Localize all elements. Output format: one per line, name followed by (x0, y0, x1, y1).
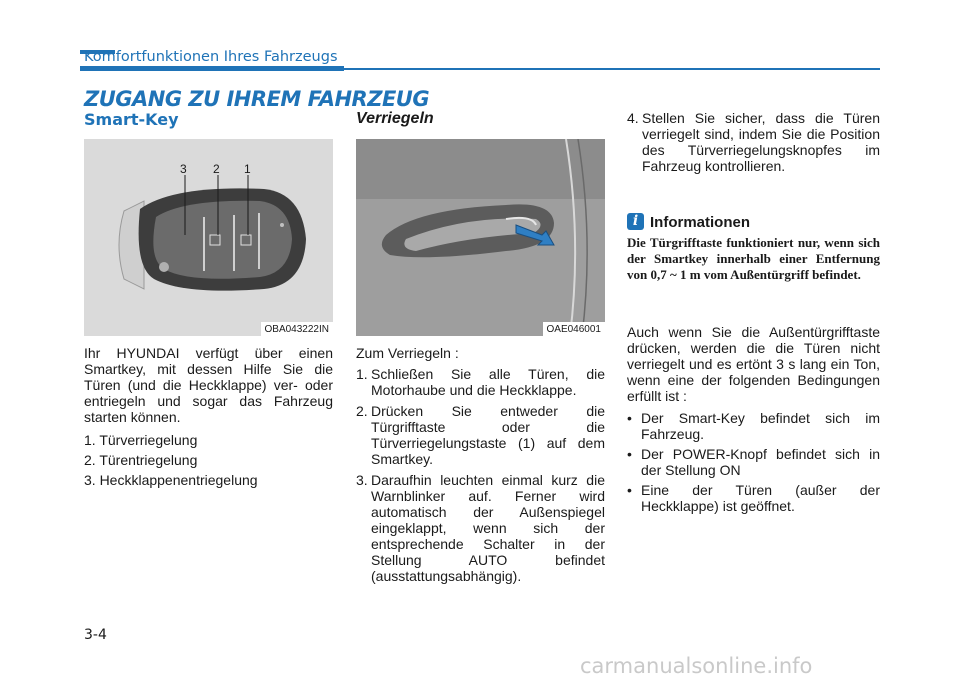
page-number: 3-4 (84, 627, 107, 643)
header-bar (80, 66, 344, 71)
bullet-dot: • (627, 482, 632, 498)
smartkey-heading: Smart-Key (84, 110, 179, 129)
smartkey-item: 3. Heckklappenentriegelung (84, 472, 258, 488)
smartkey-figure (84, 139, 333, 336)
step-item (627, 110, 880, 174)
info-icon: i (627, 213, 644, 230)
step-text: Drücken Sie entweder die Türgrifftaste oder die Türverriegelungstaste (1) auf dem Smartkey. (371, 403, 605, 467)
watermark: carmanualsonline.info (580, 654, 813, 678)
callout-3: 3 (180, 162, 187, 176)
smartkey-figure-caption: OBA043222IN (261, 322, 334, 336)
bullet-dot: • (627, 410, 632, 426)
step-4 (627, 110, 880, 179)
chapter-title: Komfortfunktionen Ihres Fahrzeugs (84, 49, 338, 65)
bullet-text: Der Smart-Key befindet sich im Fahrzeug. (641, 410, 880, 442)
bullet-item (627, 446, 880, 478)
callout-2: 2 (213, 162, 220, 176)
step-number: 2. (356, 403, 368, 419)
verriegeln-heading: Verriegeln (356, 110, 434, 127)
smartkey-paragraph: Ihr HYUNDAI verfügt über einen Smartkey, mit dessen Hilfe Sie die Türen (und die Heckklappe) ver- oder entriegeln und sogar das Fahrzeug starten können. (84, 345, 333, 425)
smartkey-item: 1. Türverriegelung (84, 432, 198, 448)
bullet-text: Eine der Türen (außer der Heckklappe) ist geöffnet. (641, 482, 880, 514)
info-bold-note: Die Türgrifftaste funktioniert nur, wenn sich der Smartkey innerhalb einer Entfernung von 0,7 ~ 1 m vom Außentürgriff befindet. (627, 235, 880, 282)
info-paragraph: Auch wenn Sie die Außentürgrifftaste drücken, werden die die Türen nicht verriegelt und es ertönt 3 s lang ein Ton, wenn eine der folgenden Bedingungen erfüllt ist : (627, 324, 880, 404)
bullet-item (627, 410, 880, 442)
step-item (356, 366, 605, 398)
smartkey-item-list (84, 432, 333, 488)
step-text: Stellen Sie sicher, dass die Türen verriegelt sind, indem Sie die Position des Türverriegelungsknopfes im Fahrzeug kontrollieren. (642, 110, 880, 174)
step-number: 4. (627, 110, 639, 126)
step-item (356, 472, 605, 584)
callout-1: 1 (244, 162, 251, 176)
verriegeln-intro: Zum Verriegeln : (356, 345, 459, 361)
step-number: 1. (356, 366, 368, 382)
smartkey-illustration (84, 139, 333, 336)
step-text: Daraufhin leuchten einmal kurz die Warnblinker auf. Ferner wird automatisch der Außenspiegel eingeklappt, wenn sich der entsprechende Schalter in der Stellung AUTO befindet (ausstattungsabhängig). (371, 472, 605, 584)
door-handle-figure-caption: OAE046001 (543, 322, 606, 336)
step-text: Schließen Sie alle Türen, die Motorhaube und die Heckklappe. (371, 366, 605, 398)
bullet-dot: • (627, 446, 632, 462)
header-rule (344, 68, 880, 70)
smartkey-item: 2. Türentriegelung (84, 452, 198, 468)
section-title: ZUGANG ZU IHREM FAHRZEUG (84, 87, 430, 111)
door-handle-figure (356, 139, 605, 336)
bullet-item (627, 482, 880, 514)
verriegeln-steps (356, 366, 605, 589)
step-number: 3. (356, 472, 368, 488)
bullet-text: Der POWER-Knopf befindet sich in der Stellung ON (641, 446, 880, 478)
step-item (356, 403, 605, 467)
info-bullets (627, 410, 880, 518)
info-title: Informationen (650, 214, 750, 231)
door-handle-illustration (356, 139, 605, 336)
